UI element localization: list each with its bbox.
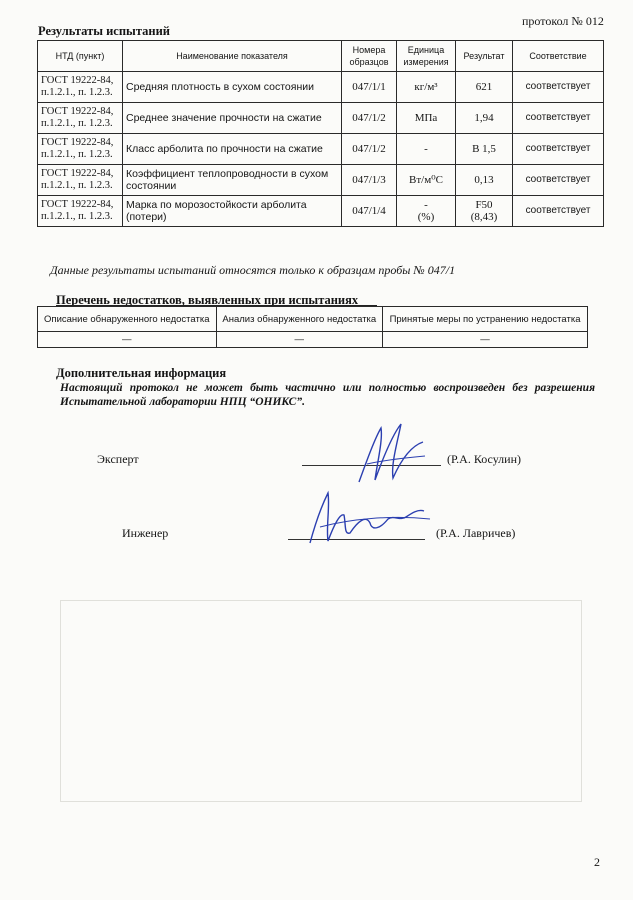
cell-ntd: ГОСТ 19222-84, п.1.2.1., п. 1.2.3. (38, 165, 123, 196)
results-title: Результаты испытаний (38, 24, 170, 38)
cell-ntd: ГОСТ 19222-84, п.1.2.1., п. 1.2.3. (38, 134, 123, 165)
col-name: Наименование показателя (123, 41, 342, 72)
results-row (38, 72, 604, 103)
cell-compliance: соответствует (513, 165, 604, 196)
results-row (38, 134, 604, 165)
cell-ntd: ГОСТ 19222-84, п.1.2.1., п. 1.2.3. (38, 72, 123, 103)
expert-signature (345, 420, 435, 490)
defects-cell: — (216, 332, 383, 348)
results-row (38, 103, 604, 134)
engineer-name: (Р.А. Лавричев) (436, 526, 516, 540)
cell-unit: - (%) (397, 196, 456, 227)
cell-result: В 1,5 (456, 134, 513, 165)
defects-col-description: Описание обнаруженного недостатка (38, 307, 217, 332)
defects-cell: — (383, 332, 588, 348)
cell-compliance: соответствует (513, 134, 604, 165)
cell-ntd: ГОСТ 19222-84, п.1.2.1., п. 1.2.3. (38, 196, 123, 227)
cell-sample: 047/1/3 (342, 165, 397, 196)
cell-sample: 047/1/1 (342, 72, 397, 103)
defects-table (37, 306, 588, 348)
cell-sample: 047/1/2 (342, 134, 397, 165)
col-unit: Единица измерения (397, 41, 456, 72)
cell-unit: МПа (397, 103, 456, 134)
cell-name: Класс арболита по прочности на сжатие (123, 134, 342, 165)
engineer-role: Инженер (122, 526, 169, 540)
cell-unit: Вт/м⁰С (397, 165, 456, 196)
cell-result: 0,13 (456, 165, 513, 196)
defects-col-measures: Принятые меры по устранению недостатка (383, 307, 588, 332)
cell-compliance: соответствует (513, 103, 604, 134)
defects-cell: — (38, 332, 217, 348)
cell-compliance: соответствует (513, 72, 604, 103)
page-number: 2 (594, 855, 600, 869)
defects-col-analysis: Анализ обнаруженного недостатка (216, 307, 383, 332)
results-row (38, 165, 604, 196)
protocol-number: протокол № 012 (522, 14, 604, 28)
engineer-signature (300, 485, 440, 555)
cell-unit: кг/м³ (397, 72, 456, 103)
cell-name: Коэффициент теплопроводности в сухом состоянии (123, 165, 342, 196)
expert-role: Эксперт (97, 452, 139, 466)
cell-compliance: соответствует (513, 196, 604, 227)
col-ntd: НТД (пункт) (38, 41, 123, 72)
results-note: Данные результаты испытаний относятся только к образцам пробы № 047/1 (50, 263, 456, 277)
cell-result: 621 (456, 72, 513, 103)
defects-row (38, 332, 588, 348)
cell-result: F50 (8,43) (456, 196, 513, 227)
results-table (37, 40, 604, 227)
cell-sample: 047/1/4 (342, 196, 397, 227)
col-result: Результат (456, 41, 513, 72)
defects-title: Перечень недостатков, выявленных при испытаниях (56, 293, 359, 307)
expert-name: (Р.А. Косулин) (447, 452, 522, 466)
cell-result: 1,94 (456, 103, 513, 134)
cell-unit: - (397, 134, 456, 165)
col-sample: Номера образцов (342, 41, 397, 72)
additional-title: Дополнительная информация (56, 366, 227, 380)
cell-ntd: ГОСТ 19222-84, п.1.2.1., п. 1.2.3. (38, 103, 123, 134)
cell-sample: 047/1/2 (342, 103, 397, 134)
col-compliance: Соответствие (513, 41, 604, 72)
results-row (38, 196, 604, 227)
results-header-row (38, 41, 604, 72)
bleed-through-table (60, 600, 582, 802)
cell-name: Среднее значение прочности на сжатие (123, 103, 342, 134)
defects-header-row (38, 307, 588, 332)
cell-name: Средняя плотность в сухом состоянии (123, 72, 342, 103)
additional-text: Настоящий протокол не может быть частично или полностью воспроизведен без разрешения Испытательной лаборатории НПЦ “ОНИКС”. (60, 382, 595, 408)
cell-name: Марка по морозостойкости арболита (потери) (123, 196, 342, 227)
